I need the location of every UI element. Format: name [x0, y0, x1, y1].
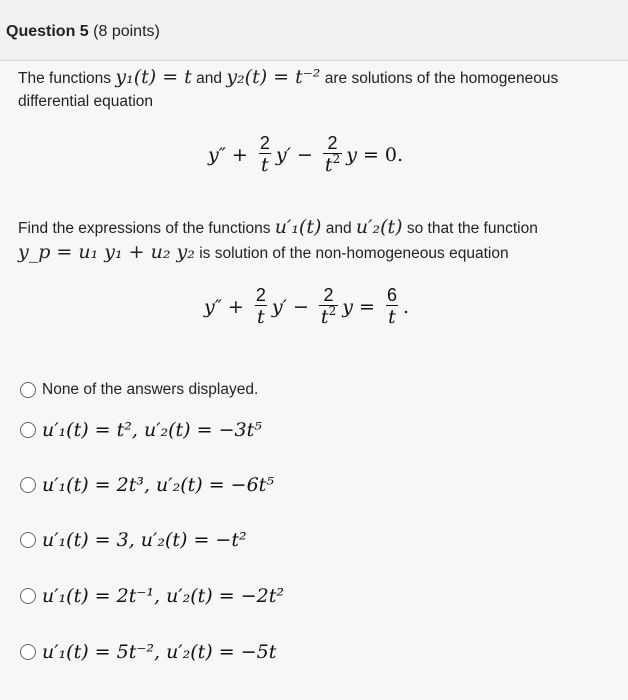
u1-prime: u′₁(t) — [274, 216, 322, 238]
radio-button[interactable] — [20, 422, 36, 438]
radio-button[interactable] — [20, 644, 36, 660]
y2-definition: y₂(t) = t⁻² — [226, 66, 321, 88]
question-body — [0, 61, 628, 700]
question-header — [0, 0, 628, 61]
option-label: u′₁(t) = t², u′₂(t) = −3t⁵ — [42, 419, 262, 441]
homogeneous-equation: y″ + $\frac{2}{t}$ y′ − $\frac{2}{t^2}$ y = 0. — [208, 133, 404, 176]
intro-line-2 — [18, 90, 153, 114]
task-line-2 — [18, 240, 509, 266]
question-points: (8 points) — [93, 23, 160, 40]
task-text-3: is solution of the non-homogeneous equation — [199, 245, 509, 262]
option-4[interactable] — [20, 585, 284, 607]
option-5[interactable] — [20, 641, 276, 663]
y1-definition: y₁(t) = t — [115, 66, 192, 88]
intro-text-2: are solutions of the homogeneous — [324, 70, 559, 87]
radio-button[interactable] — [20, 588, 36, 604]
option-label: None of the answers displayed. — [42, 381, 259, 398]
intro-text: The functions — [18, 70, 112, 87]
option-3[interactable] — [20, 529, 247, 551]
homogeneous-equation-text — [0, 61, 1, 62]
radio-button[interactable] — [20, 532, 36, 548]
option-1[interactable] — [20, 419, 262, 441]
option-label: u′₁(t) = 2t³, u′₂(t) = −6t⁵ — [42, 474, 274, 496]
nonhomogeneous-equation: y″ + $\frac{2}{t}$ y′ − $\frac{2}{t^2}$ y = $\frac{6}{t}$ . — [204, 285, 409, 328]
radio-button[interactable] — [20, 382, 36, 398]
option-2[interactable] — [20, 474, 274, 496]
task-line-1 — [18, 215, 538, 241]
intro-line-1 — [18, 65, 558, 91]
option-label: u′₁(t) = 3, u′₂(t) = −t² — [42, 529, 247, 551]
question-title — [6, 23, 160, 41]
intro-text-3: differential equation — [18, 93, 154, 110]
task-and: and — [325, 220, 352, 237]
radio-button[interactable] — [20, 477, 36, 493]
u2-prime: u′₂(t) — [355, 216, 403, 238]
task-text: Find the expressions of the functions — [18, 220, 271, 237]
task-text-2: so that the function — [406, 220, 538, 237]
option-label: u′₁(t) = 2t⁻¹, u′₂(t) = −2t² — [42, 585, 284, 607]
yp-definition: y_p = u₁ y₁ + u₂ y₂ — [18, 241, 195, 263]
intro-and: and — [196, 70, 223, 87]
option-label: u′₁(t) = 5t⁻², u′₂(t) = −5t — [42, 641, 277, 663]
option-none[interactable] — [20, 381, 258, 399]
question-number: Question 5 — [6, 23, 89, 40]
